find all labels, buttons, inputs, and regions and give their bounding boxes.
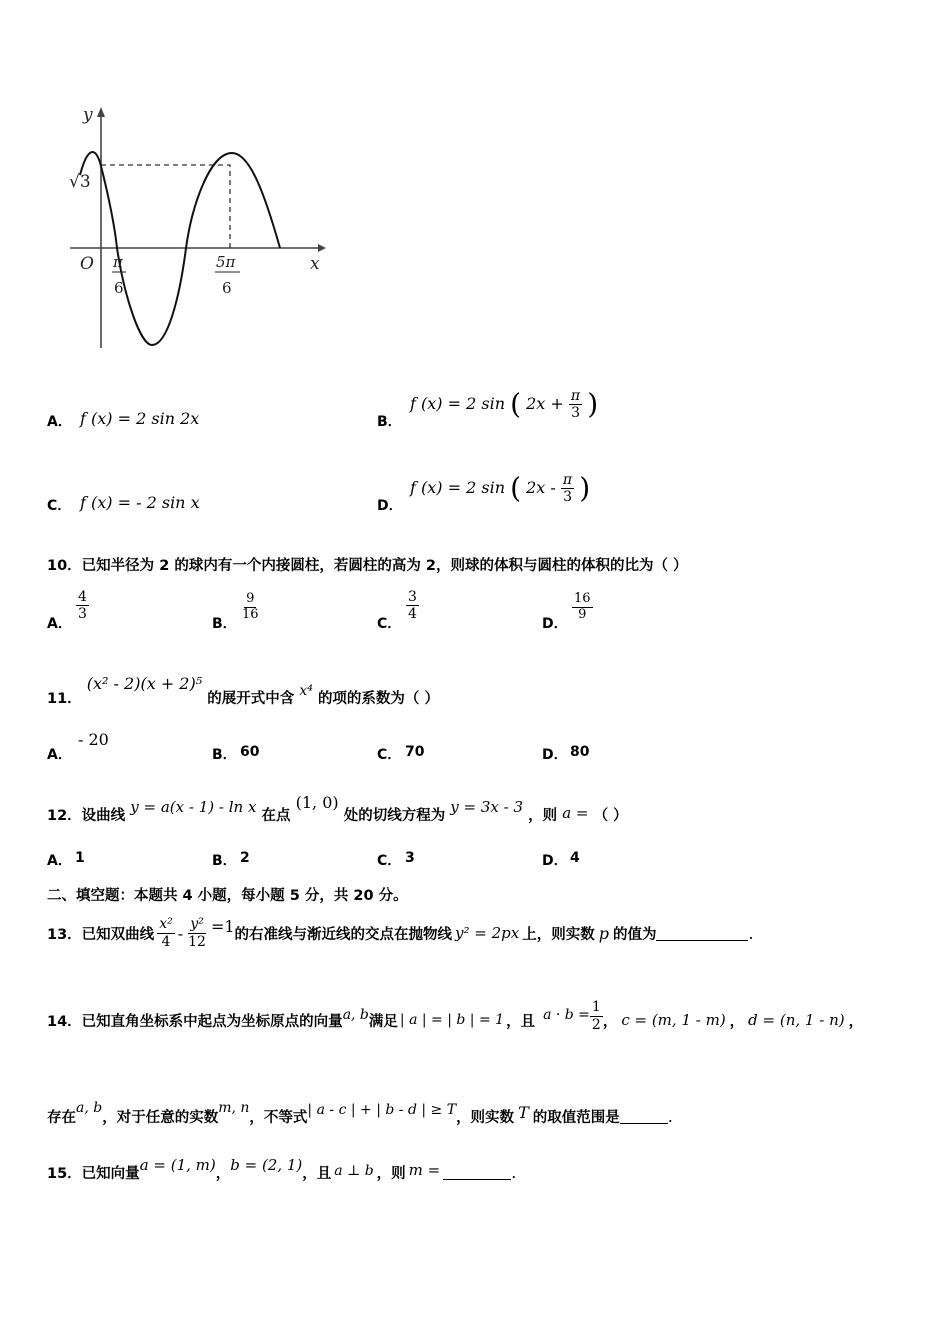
q14-line1: 14．已知直角坐标系中起点为坐标原点的向量 a, b 满足 | a | = | b | = 1 ，且 a · b = $\frac{1}{2}$ ， c = (m, 1 - m) ， d = (n, 1 - n) ， [47, 999, 864, 1033]
q11-option-c-label: C． [377, 747, 402, 763]
q10-option-c-frac [406, 589, 419, 622]
q14-vecs: a, b [342, 1007, 369, 1023]
q10-option-a-label: A． [47, 616, 72, 632]
q11-term: x⁴ [299, 683, 313, 699]
q10-option-d-den: 9 [578, 606, 587, 622]
q12-point: (1, 0) [295, 793, 339, 812]
q12-option-b-value: 2 [240, 850, 250, 866]
q12-number: 12．设曲线 [47, 808, 126, 824]
q14-line2-ineq: | a - c | + | b - d | ≥ T [307, 1102, 457, 1118]
q12-tangent: y = 3x - 3 [450, 798, 524, 816]
q10-option-c-label: C． [377, 616, 402, 632]
q12-option-d-value: 4 [570, 850, 580, 866]
q12-stem [47, 793, 628, 825]
q9-option-b-expr: f (x) = 2 sin ( 2x + $\frac{\pi}{3}$ ) [410, 387, 599, 422]
q11-option-b-value: 60 [240, 744, 260, 760]
q15-perp: a ⊥ b [334, 1163, 374, 1179]
q12-tangent-text: 处的切线方程为 [343, 808, 446, 824]
q14-line2-mn: m, n [218, 1100, 250, 1116]
q13-stem [47, 910, 754, 956]
x-tick2-den: 6 [222, 279, 232, 297]
q14-answer-blank[interactable] [620, 1101, 668, 1124]
q9-option-a-label: A． [47, 414, 72, 430]
q10-option-a-frac [76, 589, 89, 622]
x-tick1-num: π [113, 253, 123, 271]
q14-line2-vecs: a, b [76, 1100, 103, 1116]
q15-answer-blank[interactable] [443, 1157, 511, 1180]
q12-option-c-label: C． [377, 853, 402, 869]
q10-option-c-num: 3 [408, 589, 417, 605]
q13-f2-den: 12 [188, 933, 206, 950]
q13-eq: =1 [210, 916, 235, 936]
x-tick1-den: 6 [114, 279, 124, 297]
q15-stem [47, 1150, 516, 1186]
q14-dot: a · b = [543, 1007, 590, 1023]
q13-minus: - [177, 923, 184, 943]
max-dashed-line [101, 165, 230, 248]
q11-number: 11． [47, 691, 82, 707]
q11-option-c-value: 70 [405, 744, 425, 760]
q14-cond: | a | = | b | = 1 [399, 1012, 505, 1028]
origin-label: O [80, 254, 94, 274]
q12-ask: ，则 [528, 808, 558, 824]
q11-tail: 的项的系数为（ ） [317, 691, 439, 707]
q9-option-d-expr: f (x) = 2 sin ( 2x - $\frac{\pi}{3}$ ) [410, 471, 591, 506]
q13-mid: 的右准线与渐近线的交点在抛物线 [234, 926, 453, 943]
y-axis-arrow [97, 107, 105, 117]
q13-f2-num: y² [190, 916, 204, 933]
q9-option-b-frac-den: 3 [571, 405, 580, 422]
q10-option-a-num: 4 [78, 589, 87, 605]
q13-parabola: y² = 2px [455, 924, 520, 942]
q9-option-d-inner: 2x - [526, 478, 556, 498]
q10-option-c-den: 4 [408, 606, 417, 623]
q12-option-d-label: D． [542, 853, 568, 869]
q14-half-den: 2 [591, 1016, 601, 1033]
q10-option-b-frac [240, 592, 261, 623]
q9-option-b-frac-num: π [570, 388, 581, 404]
q13-f1-num: x² [159, 916, 173, 933]
q15-a-vec: a = (1, m) [139, 1156, 216, 1174]
q10-option-b-label: B． [212, 616, 237, 632]
q11-option-d-label: D． [542, 747, 568, 763]
q14-cond-text: 满足 [368, 1013, 398, 1030]
q9-option-d-frac-num: π [562, 472, 573, 488]
y-tick-label: √3 [69, 172, 91, 192]
q11-mid: 的展开式中含 [207, 691, 295, 707]
q13-answer-blank[interactable] [656, 926, 748, 941]
q12-option-c-value: 3 [405, 850, 415, 866]
q9-option-d-label: D． [377, 498, 403, 514]
q11-option-a-value: - 20 [78, 730, 109, 749]
q14-and-text: ，且 [506, 1013, 536, 1030]
q14-line2-tail: ，则实数 [456, 1109, 515, 1126]
q11-expr: (x² - 2)(x + 2)⁵ [86, 674, 203, 693]
q14-c-vec: c = (m, 1 - m) [621, 1011, 726, 1029]
q12-option-a-label: A． [47, 853, 72, 869]
q14-line2-pre: 存在 [47, 1109, 76, 1126]
q9-option-b-label: B． [377, 414, 402, 430]
q14-line2-end: 的取值范围是 [532, 1109, 620, 1126]
q9-option-d-pre: f (x) = 2 sin [410, 478, 505, 498]
q12-curve: y = a(x - 1) - ln x [130, 798, 257, 816]
q14-line2 [47, 1094, 673, 1130]
q9-option-c-expr: f (x) = - 2 sin x [80, 493, 200, 512]
q13-period: . [748, 923, 754, 943]
q15-and-text: ，且 [302, 1165, 332, 1182]
q13-end: 的值为 [612, 926, 657, 943]
q13-var: p [598, 923, 609, 943]
q9-option-b-inner: 2x + [526, 394, 564, 414]
q14-number: 14．已知直角坐标系中起点为坐标原点的向量 [47, 1013, 343, 1030]
x-axis-arrow [318, 244, 326, 252]
q11-stem [47, 674, 439, 708]
q9-option-d-frac-den: 3 [563, 489, 572, 506]
q10-option-d-label: D． [542, 616, 568, 632]
q14-period: . [667, 1106, 673, 1126]
q12-end: （ ） [593, 808, 628, 824]
x-axis-label: x [310, 254, 320, 274]
q10-option-b-num: 9 [246, 591, 255, 606]
q12-var: a = [562, 804, 589, 822]
q10-option-d-frac [572, 592, 593, 623]
q15-comma: ， [215, 1165, 231, 1182]
q14-line2-T: T [518, 1102, 529, 1122]
q9-option-c-label: C． [47, 498, 72, 514]
q13-tail: 上，则实数 [522, 926, 595, 943]
q10-option-d-num: 16 [574, 591, 591, 606]
x-tick2-num: 5π [216, 253, 236, 271]
q14-line2-mid: ，对于任意的实数 [102, 1109, 219, 1126]
q14-line2-ineq-text: ，不等式 [249, 1109, 308, 1126]
q14-half-num: 1 [591, 999, 601, 1016]
sine-graph [60, 95, 340, 355]
q10-option-b-den: 16 [242, 606, 259, 622]
q15-m-eq: m = [408, 1161, 441, 1179]
q12-option-a-value: 1 [75, 850, 85, 866]
q10-option-a-den: 3 [78, 606, 87, 623]
y-axis-label: y [83, 105, 93, 125]
q12-option-b-label: B． [212, 853, 237, 869]
q9-option-b-pre: f (x) = 2 sin [410, 394, 505, 414]
q13-f1-den: 4 [161, 933, 171, 950]
q14-d-vec: d = (n, 1 - n) [748, 1011, 845, 1029]
q12-at: 在点 [261, 808, 291, 824]
section2-title: 二、填空题：本题共 4 小题，每小题 5 分，共 20 分。 [47, 888, 408, 904]
q15-number: 15．已知向量 [47, 1165, 140, 1182]
q11-option-d-value: 80 [570, 744, 590, 760]
q15-period: . [511, 1162, 517, 1182]
q11-option-a-label: A． [47, 747, 72, 763]
q10-stem: 10．已知半径为 2 的球内有一个内接圆柱，若圆柱的高为 2，则球的体积与圆柱的体积的比为（ ） [47, 558, 688, 574]
q15-then: ，则 [376, 1165, 406, 1182]
q13-number: 13．已知双曲线 [47, 926, 155, 943]
q9-option-a-expr: f (x) = 2 sin 2x [80, 409, 200, 428]
q11-option-b-label: B． [212, 747, 237, 763]
q15-b-vec: b = (2, 1) [230, 1156, 303, 1174]
